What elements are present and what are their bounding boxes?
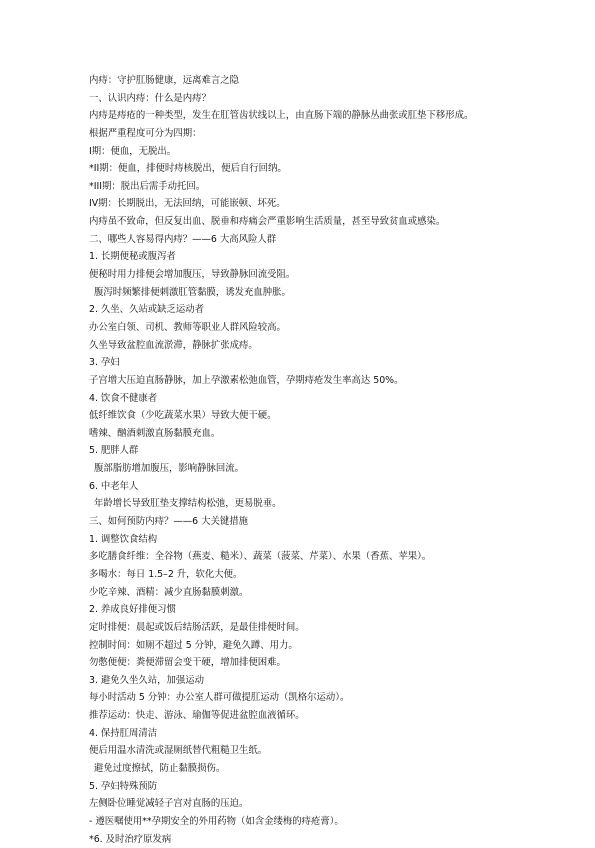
text-line: 便后用温水清洗或湿厕纸替代粗糙卫生纸。 (89, 745, 268, 757)
text-line: 少吃辛辣、酒精：减少直肠黏膜刺激。 (89, 586, 249, 598)
text-line: 二、哪些人容易得内痔？——6 大高风险人群 (89, 233, 277, 245)
text-line: 根据严重程度可分为四期： (89, 127, 202, 139)
text-line: I期：便血，无脱出。 (89, 145, 177, 157)
text-line: 2. 久坐、久站或缺乏运动者 (89, 304, 205, 316)
text-line: 每小时活动 5 分钟：办公室人群可做提肛运动（凯格尔运动）。 (89, 692, 350, 704)
text-line: 勿憋便便：粪便滞留会变干硬，增加排便困难。 (89, 657, 286, 669)
text-line: *6. 及时治疗原发病 (89, 833, 172, 845)
text-line: 控制时间：如厕不超过 5 分钟，避免久蹲、用力。 (89, 639, 298, 651)
text-line: 3. 孕妇 (89, 357, 120, 369)
text-line: 内痔是痔疮的一种类型，发生在肛管齿状线以上，由直肠下端的静脉丛曲张或肛垫下移形成。 (89, 110, 474, 122)
text-line: 办公室白领、司机、教师等职业人群风险较高。 (89, 321, 286, 333)
text-line: 子宫增大压迫直肠静脉，加上孕激素松弛血管，孕期痔疮发生率高达 50%。 (89, 374, 404, 386)
text-line: 避免过度擦拭，防止黏膜损伤。 (94, 762, 226, 774)
document-body (89, 72, 569, 848)
text-line: 内痔虽不致命，但反复出血、脱垂和痔痛会严重影响生活质量，甚至导致贫血或感染。 (89, 216, 446, 228)
text-line: 腹部脂肪增加腹压，影响静脉回流。 (94, 463, 245, 475)
text-line: 1. 调整饮食结构 (89, 533, 158, 545)
text-line: 多吃膳食纤维：全谷物（燕麦、糙米）、蔬菜（菠菜、芹菜）、水果（香蕉、苹果）。 (89, 551, 432, 563)
text-line: 5. 肥胖人群 (89, 445, 139, 457)
text-line: - 遵医嘱使用**孕期安全的外用药物（如含金缕梅的痔疮膏）。 (89, 815, 344, 827)
text-line: 低纤维饮食（少吃蔬菜水果）导致大便干硬。 (89, 410, 277, 422)
text-line: 5. 孕妇特殊预防 (89, 780, 158, 792)
text-line: 嗜辣、酗酒刺激直肠黏膜充血。 (89, 427, 221, 439)
text-line: 年龄增长导致肛垫支撑结构松弛，更易脱垂。 (94, 498, 282, 510)
text-line: *II期：便血，排便时痔核脱出，便后自行回纳。 (89, 163, 287, 175)
text-line: *III期：脱出后需手动托回。 (89, 180, 206, 192)
text-line: 4. 保持肛周清洁 (89, 727, 158, 739)
text-line: 2. 养成良好排便习惯 (89, 604, 176, 616)
text-line: 3. 避免久坐久站，加强运动 (89, 674, 205, 686)
text-line: 久坐导致盆腔血流淤滞，静脉扩张成痔。 (89, 339, 258, 351)
text-line: IV期：长期脱出，无法回纳，可能嵌顿、坏死。 (89, 198, 286, 210)
text-line: 左侧卧位睡觉减轻子宫对直肠的压迫。 (89, 798, 249, 810)
text-line: 腹泻时频繁排便刺激肛管黏膜，诱发充血肿胀。 (94, 286, 291, 298)
text-line: 4. 饮食不健康者 (89, 392, 158, 404)
text-line: 内痔：守护肛肠健康，远离难言之隐 (89, 75, 240, 86)
text-line: 推荐运动：快走、游泳、瑜伽等促进盆腔血液循环。 (89, 710, 305, 722)
text-line: 1. 长期便秘或腹泻者 (89, 251, 176, 263)
text-line: 6. 中老年人 (89, 480, 139, 492)
text-line: 一、认识内痔：什么是内痔？ (89, 92, 211, 104)
text-line: 便秘时用力排便会增加腹压，导致静脉回流受阻。 (89, 269, 296, 281)
text-line: 多喝水：每日 1.5–2 升，软化大便。 (89, 568, 243, 580)
text-line: 定时排便：晨起或饭后结肠活跃，是最佳排便时间。 (89, 621, 305, 633)
text-line: 三、如何预防内痔？——6 大关键措施 (89, 516, 248, 528)
